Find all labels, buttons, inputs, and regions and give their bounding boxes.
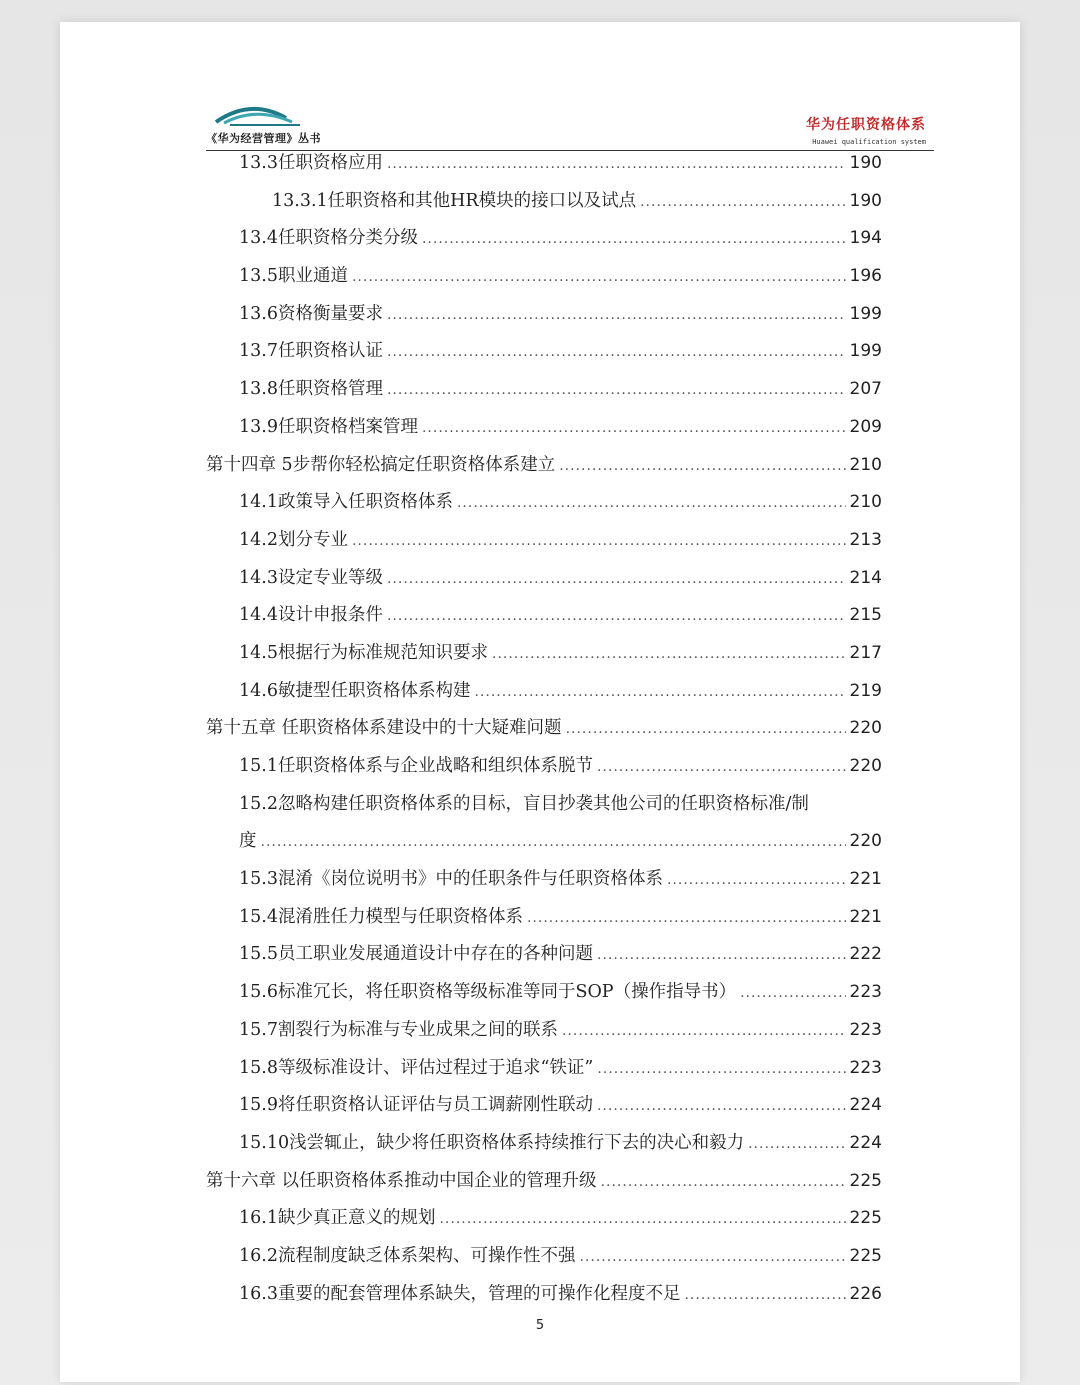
toc-entry-page: 210: [849, 492, 882, 513]
toc-leader-dots: [601, 1164, 846, 1202]
toc-leader-dots: [387, 598, 846, 636]
toc-entry-page: 220: [849, 756, 882, 776]
toc-entry-title: 13.6资格衡量要求: [239, 303, 383, 324]
toc-entry[interactable]: [206, 1200, 882, 1238]
toc-leader-dots: [387, 561, 846, 599]
toc-entry[interactable]: [206, 484, 882, 522]
toc-entry-page: 220: [849, 718, 882, 739]
toc-entry-title: 13.5职业通道: [239, 266, 348, 287]
toc-entry-title: 15.7割裂行为标准与专业成果之间的联系: [239, 1019, 558, 1040]
toc-leader-dots: [597, 1088, 846, 1126]
toc-entry-title: 第十六章 以任职资格体系推动中国企业的管理升级: [206, 1170, 597, 1191]
toc-entry[interactable]: [206, 710, 882, 748]
toc-entry-title: 度: [239, 831, 257, 852]
toc-entry-page: 222: [849, 944, 882, 965]
toc-entry-title: 14.2划分专业: [239, 529, 348, 550]
toc-entry[interactable]: [206, 635, 882, 673]
toc-entry-title: 15.6标准冗长，将任职资格等级标准等同于SOP（操作指导书）: [239, 982, 737, 1003]
toc-entry[interactable]: [206, 220, 882, 258]
toc-leader-dots: [597, 1051, 845, 1089]
brand-title: 华为任职资格体系: [806, 117, 926, 133]
toc-leader-dots: [597, 749, 846, 787]
toc-entry-page: 209: [849, 416, 882, 437]
toc-entry-title: 15.2忽略构建任职资格体系的目标，盲目抄袭其他公司的任职资格标准/制: [239, 793, 809, 814]
toc-entry[interactable]: [206, 296, 882, 334]
toc-leader-dots: [457, 485, 846, 523]
toc-leader-dots: [579, 1239, 845, 1277]
toc-entry[interactable]: [206, 333, 882, 371]
toc-entry[interactable]: [206, 183, 882, 221]
brand-subtitle: Huawei qualification system: [812, 138, 926, 146]
toc-entry[interactable]: [206, 974, 882, 1012]
toc-entry-page: 225: [849, 1170, 882, 1191]
toc-entry-title: 15.5员工职业发展通道设计中存在的各种问题: [239, 944, 593, 965]
toc-entry-title: 15.4混淆胜任力模型与任职资格体系: [239, 906, 523, 927]
toc-leader-dots: [559, 448, 845, 486]
toc-entry[interactable]: [206, 145, 882, 183]
toc-entry-page: 213: [849, 529, 882, 550]
toc-entry[interactable]: [206, 748, 882, 786]
toc-leader-dots: [352, 259, 846, 297]
toc-entry-title: 14.4设计申报条件: [239, 605, 383, 626]
toc-entry[interactable]: [206, 1276, 882, 1314]
toc-entry-title: 13.9任职资格档案管理: [239, 416, 418, 437]
toc-leader-dots: [261, 824, 846, 862]
toc-leader-dots: [352, 523, 846, 561]
toc-leader-dots: [474, 674, 845, 712]
toc-entry-title: 16.1缺少真正意义的规划: [239, 1208, 436, 1229]
toc-entry-title: 13.3任职资格应用: [239, 153, 383, 173]
toc-entry-title: 13.3.1任职资格和其他HR模块的接口以及试点: [272, 190, 637, 211]
toc-entry-page: 225: [849, 1245, 882, 1266]
toc-entry-page: 207: [849, 379, 882, 400]
toc-entry[interactable]: [206, 597, 882, 635]
toc-entry-page: 199: [849, 303, 882, 324]
toc-entry-page: 190: [849, 190, 882, 211]
toc-leader-dots: [748, 1126, 845, 1164]
series-label: 《华为经营管理》丛书: [206, 132, 321, 145]
toc-entry-page: 214: [849, 567, 882, 588]
toc-entry-page: 223: [849, 982, 882, 1003]
table-of-contents: [206, 145, 882, 1313]
toc-entry-title: 第十五章 任职资格体系建设中的十大疑难问题: [206, 718, 562, 739]
toc-entry[interactable]: [206, 1163, 882, 1201]
toc-entry-page: 224: [849, 1132, 882, 1153]
toc-entry-title: 15.3混淆《岗位说明书》中的任职条件与任职资格体系: [239, 869, 663, 890]
toc-leader-dots: [387, 372, 846, 410]
toc-entry[interactable]: [206, 1050, 882, 1088]
toc-entry[interactable]: [206, 371, 882, 409]
toc-entry-page: 196: [849, 266, 882, 287]
toc-entry-title: 15.9将任职资格认证评估与员工调薪刚性联动: [239, 1095, 593, 1116]
toc-entry-title: 15.1任职资格体系与企业战略和组织体系脱节: [239, 756, 593, 776]
toc-leader-dots: [527, 900, 846, 938]
toc-entry-page: 224: [849, 1095, 882, 1116]
toc-leader-dots: [667, 862, 846, 900]
toc-entry-page: 223: [849, 1057, 882, 1078]
toc-leader-dots: [566, 711, 846, 749]
toc-leader-dots: [597, 937, 846, 975]
toc-leader-dots: [492, 636, 846, 674]
toc-entry-page: 210: [849, 454, 882, 475]
toc-entry[interactable]: [206, 1238, 882, 1276]
toc-entry-title: 第十四章 5步帮你轻松搞定任职资格体系建立: [206, 454, 556, 475]
toc-leader-dots: [684, 1277, 845, 1315]
toc-entry[interactable]: [206, 861, 882, 899]
toc-entry-page: 225: [849, 1208, 882, 1229]
toc-entry-page: 219: [849, 680, 882, 701]
toc-entry[interactable]: [206, 1125, 882, 1163]
toc-entry-page: 221: [849, 906, 882, 927]
toc-leader-dots: [387, 297, 846, 335]
toc-entry-page: 221: [849, 869, 882, 890]
toc-entry-page: 194: [849, 228, 882, 249]
toc-entry-title: 14.1政策导入任职资格体系: [239, 492, 453, 513]
toc-entry-title: 16.3重要的配套管理体系缺失，管理的可操作化程度不足: [239, 1283, 681, 1304]
toc-entry-title: 16.2流程制度缺乏体系架构、可操作性不强: [239, 1245, 576, 1266]
toc-entry-title: 15.10浅尝辄止，缺少将任职资格体系持续推行下去的决心和毅力: [239, 1132, 745, 1153]
toc-entry[interactable]: [206, 258, 882, 296]
toc-entry-title: 13.7任职资格认证: [239, 341, 383, 362]
toc-leader-dots: [740, 975, 845, 1013]
toc-entry[interactable]: [206, 1087, 882, 1125]
toc-entry[interactable]: [206, 1012, 882, 1050]
toc-entry-title: 15.8等级标准设计、评估过程过于追求“铁证”: [239, 1057, 594, 1078]
toc-entry-page: 223: [849, 1019, 882, 1040]
toc-entry[interactable]: [206, 936, 882, 974]
toc-entry[interactable]: [206, 409, 882, 447]
toc-leader-dots: [387, 146, 846, 184]
toc-entry[interactable]: [206, 823, 882, 861]
toc-entry-page: 220: [849, 831, 882, 852]
publisher-logo-icon: [206, 92, 326, 132]
toc-entry[interactable]: [206, 447, 882, 485]
toc-entry-title: 13.4任职资格分类分级: [239, 228, 418, 249]
toc-entry[interactable]: [206, 522, 882, 560]
toc-leader-dots: [422, 410, 846, 448]
toc-entry-page: 190: [849, 153, 882, 173]
toc-entry-page: 217: [849, 642, 882, 663]
toc-entry-page: 215: [849, 605, 882, 626]
toc-entry[interactable]: [206, 560, 882, 598]
toc-entry[interactable]: [206, 673, 882, 711]
toc-entry-page: 226: [849, 1283, 882, 1304]
document-page: [60, 22, 1020, 1382]
toc-entry-title: 14.6敏捷型任职资格体系构建: [239, 680, 471, 701]
toc-leader-dots: [439, 1201, 845, 1239]
toc-entry[interactable]: [206, 786, 882, 824]
toc-entry-title: 14.5根据行为标准规范知识要求: [239, 642, 488, 663]
toc-leader-dots: [640, 184, 845, 222]
page-number: 5: [535, 1318, 545, 1333]
toc-entry-title: 13.8任职资格管理: [239, 379, 383, 400]
toc-entry[interactable]: [206, 899, 882, 937]
toc-leader-dots: [562, 1013, 846, 1051]
toc-leader-dots: [422, 221, 846, 259]
toc-leader-dots: [387, 334, 846, 372]
toc-entry-page: 199: [849, 341, 882, 362]
toc-entry-title: 14.3设定专业等级: [239, 567, 383, 588]
